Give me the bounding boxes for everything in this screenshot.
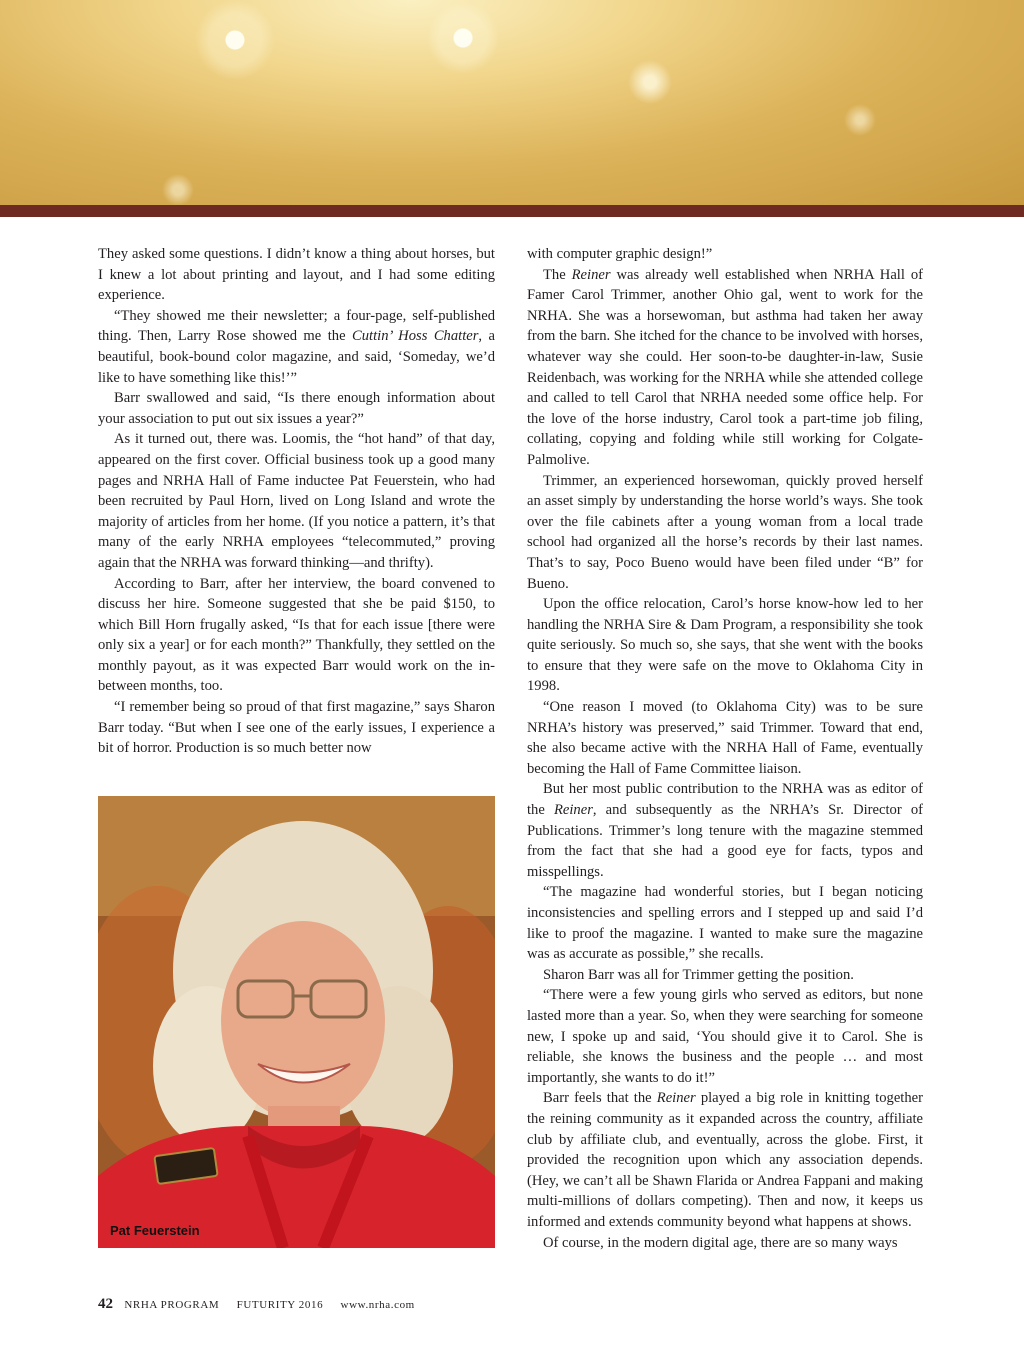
- paragraph: “The magazine had wonderful stories, but I began noticing inconsistencies and spelling errors and I stepped up and said I’d like to proof the magazine. I wanted to make sure the magazine was as accurate as possible,” she recalls.: [527, 884, 923, 963]
- paragraph: They asked some questions. I didn’t know a thing about horses, but I knew a lot about printing and layout, and I had some editing experience.: [98, 246, 495, 304]
- paragraph: Sharon Barr was all for Trimmer getting the position.: [543, 966, 854, 983]
- page-number: 42: [98, 1296, 113, 1312]
- paragraph: “I remember being so proud of that first magazine,” says Sharon Barr today. “But when I see one of the early issues, I experience a bit of horror. Production is so much better now: [98, 699, 495, 757]
- header-divider-bar: [0, 205, 1024, 217]
- paragraph: Trimmer, an experienced horsewoman, quickly proved herself an asset simply by understanding the horse world’s ways. She took over the file cabinets after a young woman from a local trade school had organized all the horse’s records by their last names. That’s to say, Poco Bueno would have been filed under “B” for Bueno.: [527, 472, 923, 592]
- paragraph: “They showed me their newsletter; a four-page, self-published thing. Then, Larry Rose showed me the Cuttin’ Hoss Chatter, a beautiful, book-bound color magazine, and said, ‘Someday, we’d like to have something like this!’”: [98, 307, 495, 386]
- paragraph: with computer graphic design!”: [527, 246, 713, 262]
- paragraph: But her most public contribution to the NRHA was as editor of the Reiner, and subsequently as the NRHA’s Sr. Director of Publications. Trimmer’s long tenure with the magazine stemmed from the fact that she had a good eye for facts, typos and misspellings.: [527, 781, 923, 880]
- paragraph: As it turned out, there was. Loomis, the “hot hand” of that day, appeared on the first cover. Official business took up a good many pages and NRHA Hall of Fame inductee Pat Feuerstein, who had been recruited by Paul Horn, lived on Long Island and wrote the majority of articles from her home. (If you notice a pattern, it’s that many of the early NRHA employees “telecommuted,” proving again that the NRHA was forward thinking—and thrifty).: [98, 431, 495, 571]
- paragraph: The Reiner was already well established when NRHA Hall of Famer Carol Trimmer, another Ohio gal, went to work for the NRHA. She was a horsewoman, but asthma had taken her away from the barn. She itched for the chance to be involved with horses, whatever way she could. Her soon-to-be daughter-in-law, Susie Reidenbach, was working for the NRHA while she attended college and called to tell Carol that NRHA needed some office help. For the love of the horse industry, Carol took a part-time job filing, collating, copying and folding while still working for Colgate-Palmolive.: [527, 266, 924, 468]
- magazine-title: Cuttin’ Hoss Chatter: [352, 328, 479, 345]
- paragraph: Upon the office relocation, Carol’s horse know-how led to her handling the NRHA Sire & Dam Program, a responsibility she took quite seriously. So much so, she says, that she went with the books to ensure that they were safe on the move to Oklahoma City in 1998.: [527, 596, 923, 695]
- portrait-photo: [98, 796, 495, 1248]
- magazine-title: Reiner: [656, 1090, 696, 1107]
- right-column: [527, 244, 923, 1253]
- portrait-illustration: [98, 796, 495, 1248]
- paragraph: Barr feels that the Reiner played a big role in knitting together the reining community as it expanded across the country, affiliate club by affiliate club, and eventually, across the globe. First, it provided the recognition upon which any association depends. (Hey, we can’t all be Shawn Flarida or Andrea Fappani and making multi-millions of dollars competing). Then and now, it keeps us informed and extends community beyond what happens at shows.: [527, 1090, 923, 1230]
- magazine-title: Reiner: [553, 802, 593, 819]
- page-footer: [98, 1296, 415, 1313]
- header-banner: [0, 0, 1024, 205]
- photo-caption: Pat Feuerstein: [110, 1223, 200, 1238]
- paragraph: Of course, in the modern digital age, there are so many ways: [543, 1234, 898, 1251]
- paragraph: Barr swallowed and said, “Is there enough information about your association to put out six issues a year?”: [98, 390, 495, 427]
- website-link[interactable]: www.nrha.com: [340, 1299, 415, 1311]
- paragraph: “There were a few young girls who served as editors, but none lasted more than a year. So, when they were searching for someone new, I spoke up and said, ‘You should give it to Carol. She is reliable, she knows the business and the people … and most importantly, she wants to do it!”: [527, 987, 923, 1086]
- magazine-title: Reiner: [571, 266, 611, 283]
- paragraph: According to Barr, after her interview, the board convened to discuss her hire. Someone suggested that she be paid $150, to which Bill Horn frugally asked, “Is that for each issue [there were only six a year] or for each month?” Thankfully, they settled on the monthly payout, as it was expected Barr would work on the in-between months, too.: [98, 575, 495, 695]
- paragraph: “One reason I moved (to Oklahoma City) was to be sure NRHA’s history was preserved,” said Trimmer. Toward that end, she also became active with the NRHA Hall of Fame, eventually becoming the Hall of Fame Committee liaison.: [527, 699, 923, 777]
- publication-name: NRHA PROGRAM: [124, 1299, 220, 1311]
- issue-name: FUTURITY 2016: [236, 1299, 324, 1311]
- left-column: [98, 244, 495, 759]
